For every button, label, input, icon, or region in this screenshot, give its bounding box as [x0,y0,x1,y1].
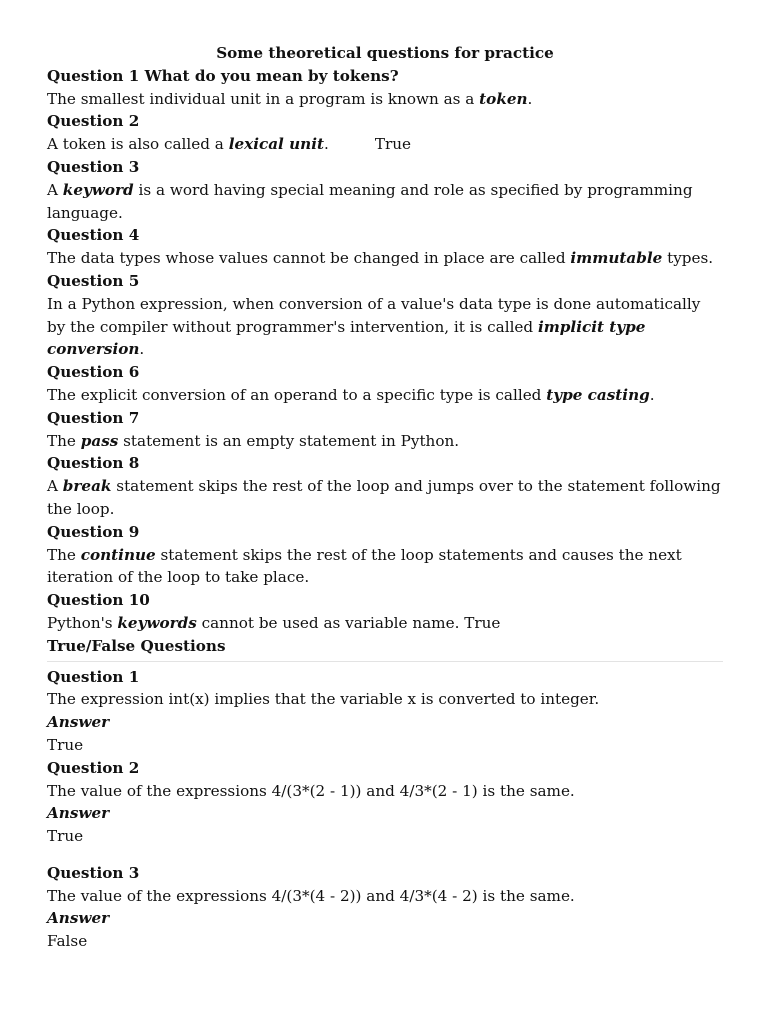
question-2-answer: True [374,135,411,154]
page-title: Some theoretical questions for practice [216,44,554,62]
question-6-heading: Question 6 [47,363,140,382]
question-1-keyword: token [479,89,528,108]
question-2-text-post: . [323,135,329,154]
question-5-text-pre: In a Python expression, when conversion of a value's data type is done automatically by the compiler without programmer's intervention, it is called [47,294,701,336]
question-3-text-pre: A [47,180,63,199]
question-2-keyword: lexical unit [228,135,324,154]
tf-question-3-heading: Question 3 [47,863,140,882]
question-10-text-post: cannot be used as variable name. True [196,613,501,632]
question-10-text-pre: Python's [47,613,118,632]
question-1-text-post: . [527,89,533,108]
question-5-heading: Question 5 [47,271,140,290]
question-5-text-post: . [139,340,145,359]
document-page [47,42,723,953]
question-6-text-pre: The explicit conversion of an operand to a specific type is called [47,385,547,404]
tf-question-3-answer-label: Answer [47,909,110,928]
question-4-keyword: immutable [570,249,663,268]
question-5-text [47,293,723,361]
question-1-text [47,88,723,111]
question-9-text [47,544,723,590]
section-divider [47,661,723,662]
tf-question-1-heading: Question 1 [47,667,140,686]
question-4-text [47,247,723,270]
question-3-heading: Question 3 [47,157,140,176]
question-4-text-post: types. [662,249,714,268]
question-10-text [47,612,723,635]
question-9-text-post: statement skips the rest of the loop statements and causes the next iteration of the loop to take place. [47,545,682,587]
question-7-text-pre: The [47,431,81,450]
question-4-text-pre: The data types whose values cannot be changed in place are called [47,249,571,268]
question-9-text-pre: The [47,545,81,564]
spacer [47,848,723,862]
question-5-keyword: implicit type conversion [47,317,646,359]
tf-question-1-answer: True [47,735,84,754]
question-10-keyword: keywords [117,613,197,632]
question-1-heading: Question 1 What do you mean by tokens? [47,66,399,85]
tf-question-3-answer: False [47,932,88,951]
tf-question-2-heading: Question 2 [47,758,140,777]
true-false-heading: True/False Questions [47,636,226,655]
tf-question-2-answer: True [47,827,84,846]
question-10-heading: Question 10 [47,591,150,610]
question-7-text-post: statement is an empty statement in Python. [118,431,460,450]
question-8-keyword: break [62,477,112,496]
question-8-heading: Question 8 [47,454,140,473]
tf-question-3-text: The value of the expressions 4/(3*(4 - 2)) and 4/3*(4 - 2) is the same. [47,886,575,905]
question-6-text-post: . [649,385,655,404]
question-8-text-pre: A [47,477,63,496]
question-6-text [47,384,723,407]
question-9-heading: Question 9 [47,522,140,541]
question-2-text-pre: A token is also called a [47,135,229,154]
question-3-text [47,179,723,225]
tf-question-1-text: The expression int(x) implies that the variable x is converted to integer. [47,690,600,709]
question-3-keyword: keyword [62,180,134,199]
question-7-keyword: pass [80,431,119,450]
question-3-text-post: is a word having special meaning and role as specified by programming language. [47,180,693,222]
tf-question-2-answer-label: Answer [47,804,110,823]
question-2-text [47,133,723,156]
question-8-text [47,475,723,521]
tf-question-2-text: The value of the expressions 4/(3*(2 - 1)) and 4/3*(2 - 1) is the same. [47,781,575,800]
question-4-heading: Question 4 [47,226,140,245]
question-8-text-post: statement skips the rest of the loop and jumps over to the statement following the loop. [47,477,721,518]
question-1-text-pre: The smallest individual unit in a program is known as a [47,89,480,108]
question-7-text [47,430,723,453]
question-7-heading: Question 7 [47,408,140,427]
question-2-heading: Question 2 [47,112,140,131]
tf-question-1-answer-label: Answer [47,713,110,732]
question-9-keyword: continue [80,545,156,564]
question-6-keyword: type casting [546,385,650,404]
